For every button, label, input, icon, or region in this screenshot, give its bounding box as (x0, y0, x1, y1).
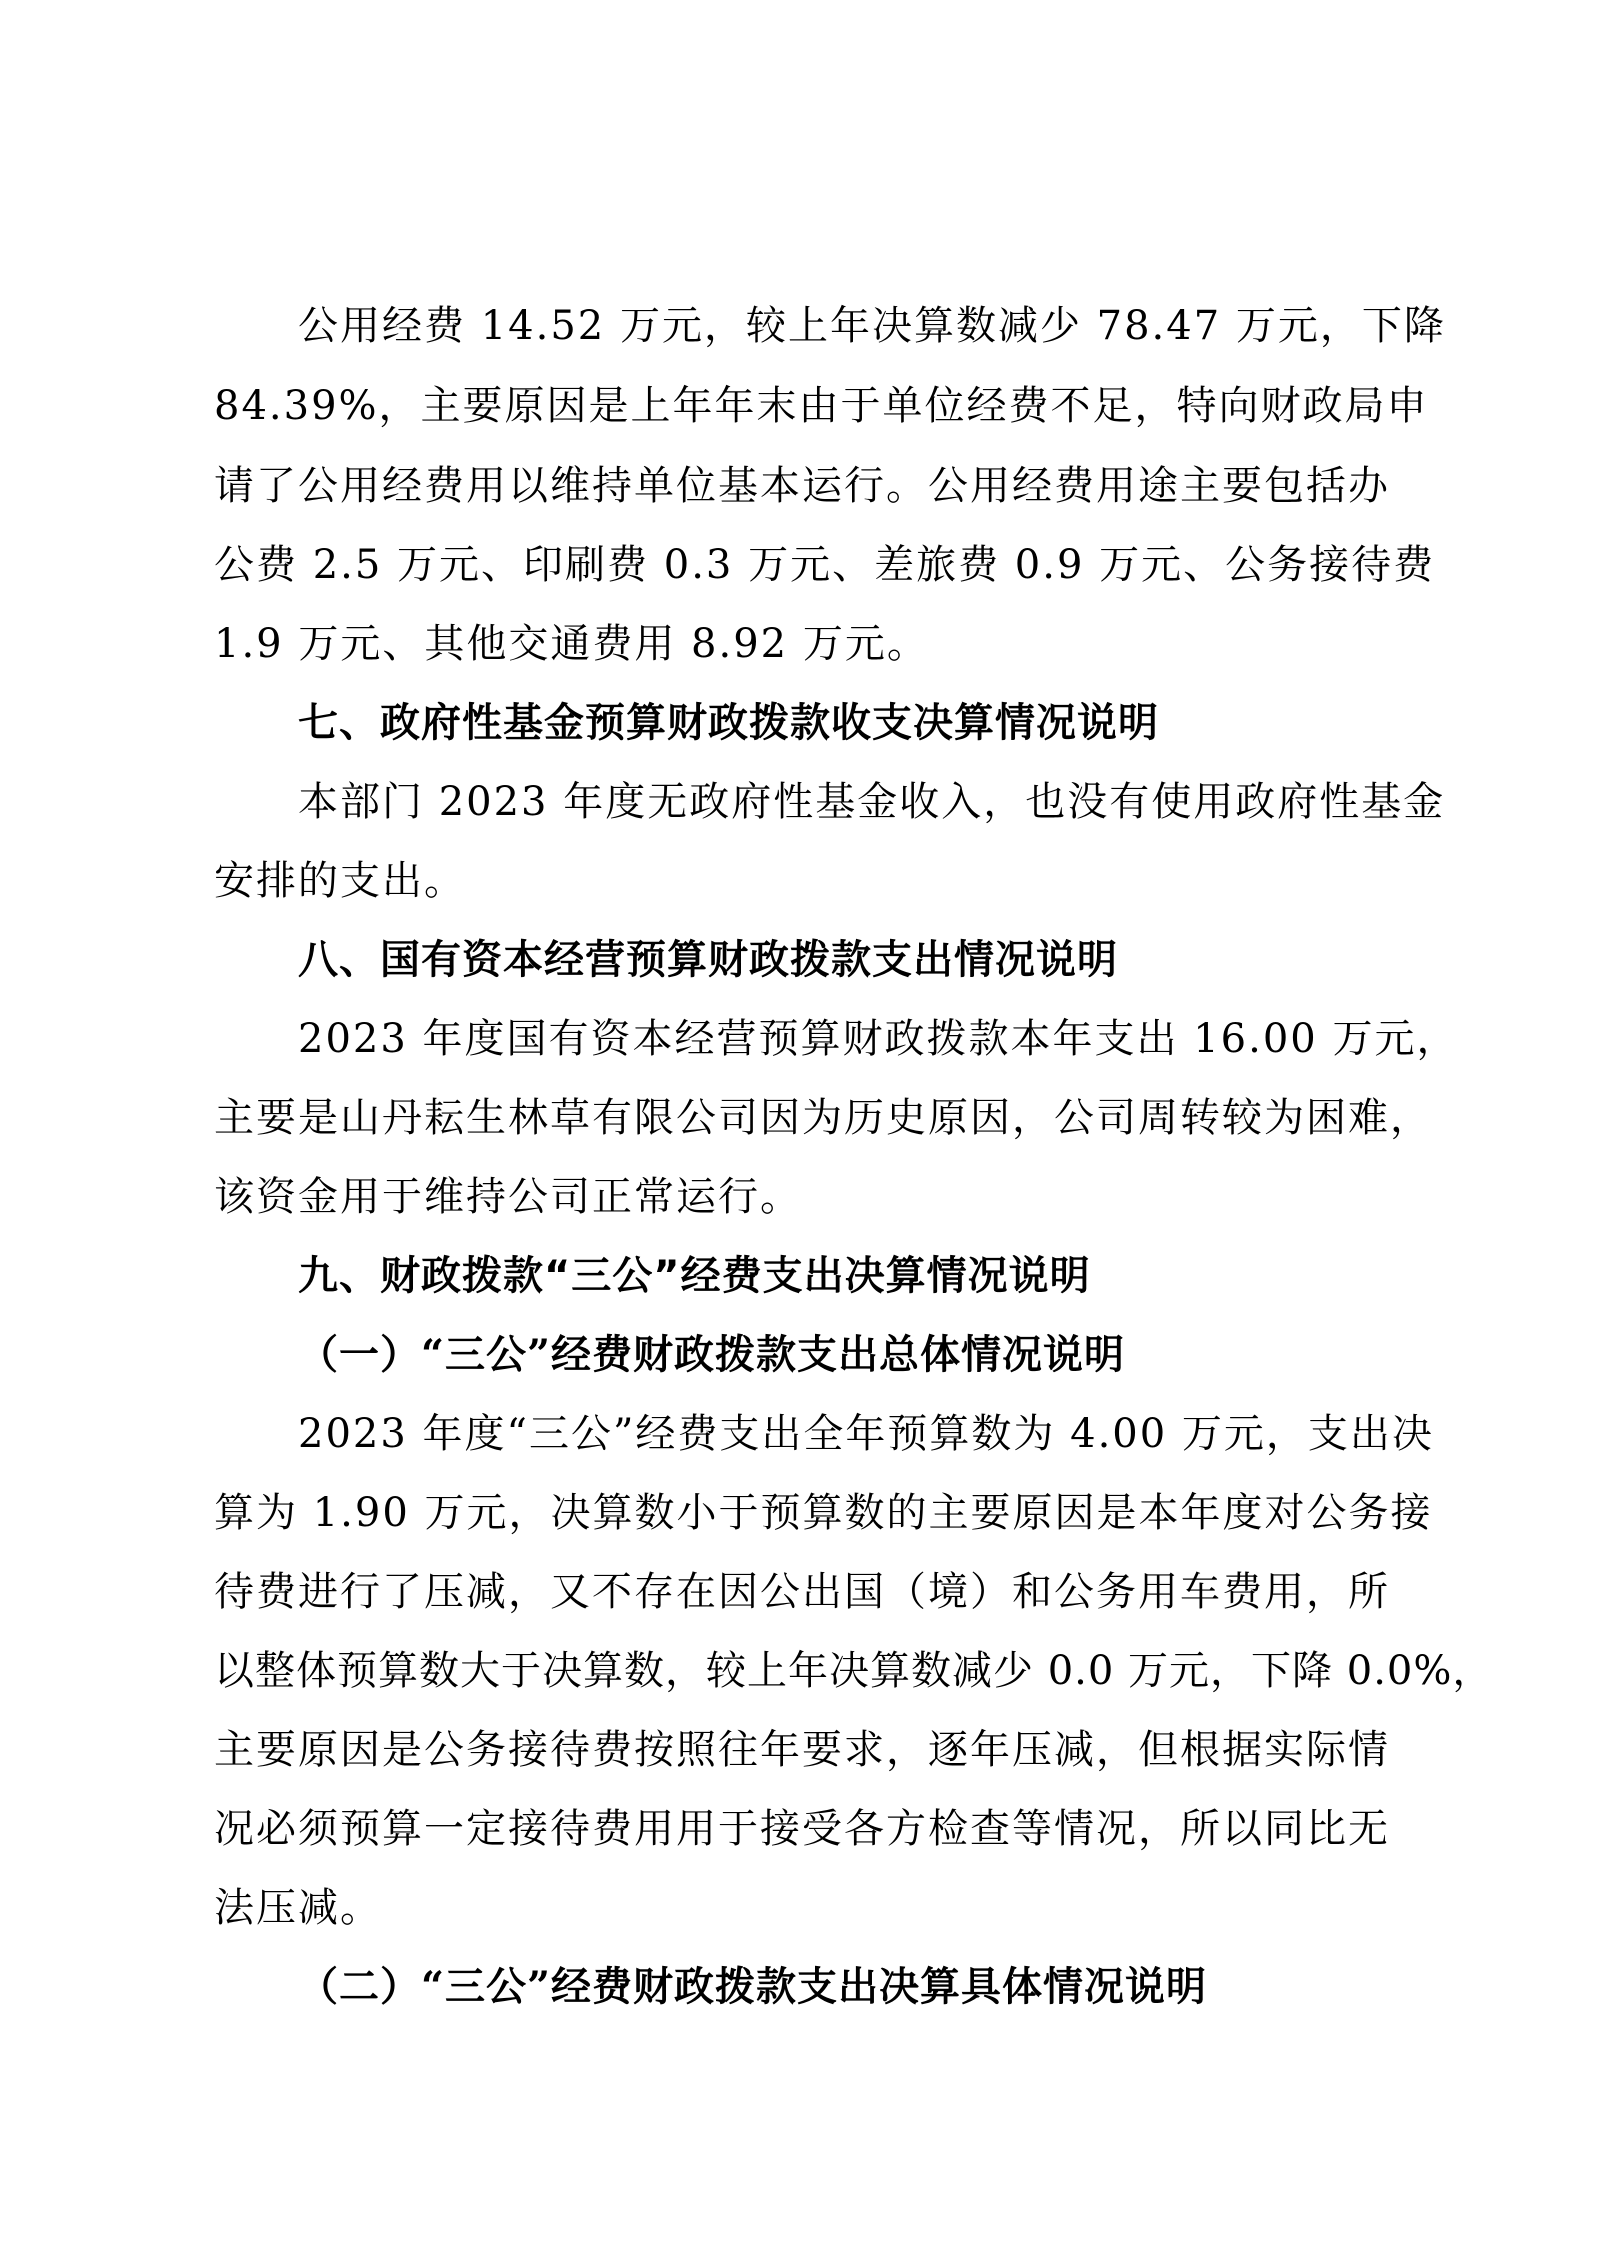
paragraph-line: 该资金用于维持公司正常运行。 (214, 1174, 802, 1220)
paragraph-line: 主要是山丹耘生林草有限公司因为历史原因，公司周转较为困难， (214, 1095, 1432, 1141)
paragraph-line: 84.39%，主要原因是上年年末由于单位经费不足，特向财政局申 (214, 383, 1429, 429)
paragraph-line: 安排的支出。 (214, 858, 466, 904)
section-heading: 七、政府性基金预算财政拨款收支决算情况说明 (298, 700, 1159, 746)
paragraph-line: 2023 年度国有资本经营预算财政拨款本年支出 16.00 万元， (298, 1016, 1459, 1062)
paragraph-line: 请了公用经费用以维持单位基本运行。公用经费用途主要包括办 (214, 463, 1390, 509)
paragraph-line: 1.9 万元、其他交通费用 8.92 万元。 (214, 621, 929, 667)
section-heading: 九、财政拨款“三公”经费支出决算情况说明 (298, 1253, 1091, 1299)
sub-heading: （一）“三公”经费财政拨款支出总体情况说明 (298, 1331, 1126, 1378)
paragraph-line: 2023 年度“三公”经费支出全年预算数为 4.00 万元，支出决 (298, 1411, 1434, 1457)
paragraph-line: 法压减。 (214, 1885, 382, 1931)
paragraph-line: 算为 1.90 万元，决算数小于预算数的主要原因是本年度对公务接 (214, 1490, 1433, 1536)
paragraph-line: 况必须预算一定接待费用用于接受各方检查等情况，所以同比无 (214, 1806, 1390, 1852)
paragraph-line: 本部门 2023 年度无政府性基金收入，也没有使用政府性基金 (298, 779, 1446, 825)
paragraph-line: 以整体预算数大于决算数，较上年决算数减少 0.0 万元，下降 0.0%， (214, 1648, 1494, 1694)
sub-heading: （二）“三公”经费财政拨款支出决算具体情况说明 (298, 1963, 1208, 2010)
paragraph-line: 公费 2.5 万元、印刷费 0.3 万元、差旅费 0.9 万元、公务接待费 (214, 542, 1436, 588)
paragraph-line: 主要原因是公务接待费按照往年要求，逐年压减，但根据实际情 (214, 1727, 1390, 1773)
section-heading: 八、国有资本经营预算财政拨款支出情况说明 (298, 937, 1118, 983)
paragraph-line: 待费进行了压减，又不存在因公出国（境）和公务用车费用，所 (214, 1569, 1390, 1615)
paragraph-line: 公用经费 14.52 万元，较上年决算数减少 78.47 万元，下降 (298, 303, 1446, 349)
